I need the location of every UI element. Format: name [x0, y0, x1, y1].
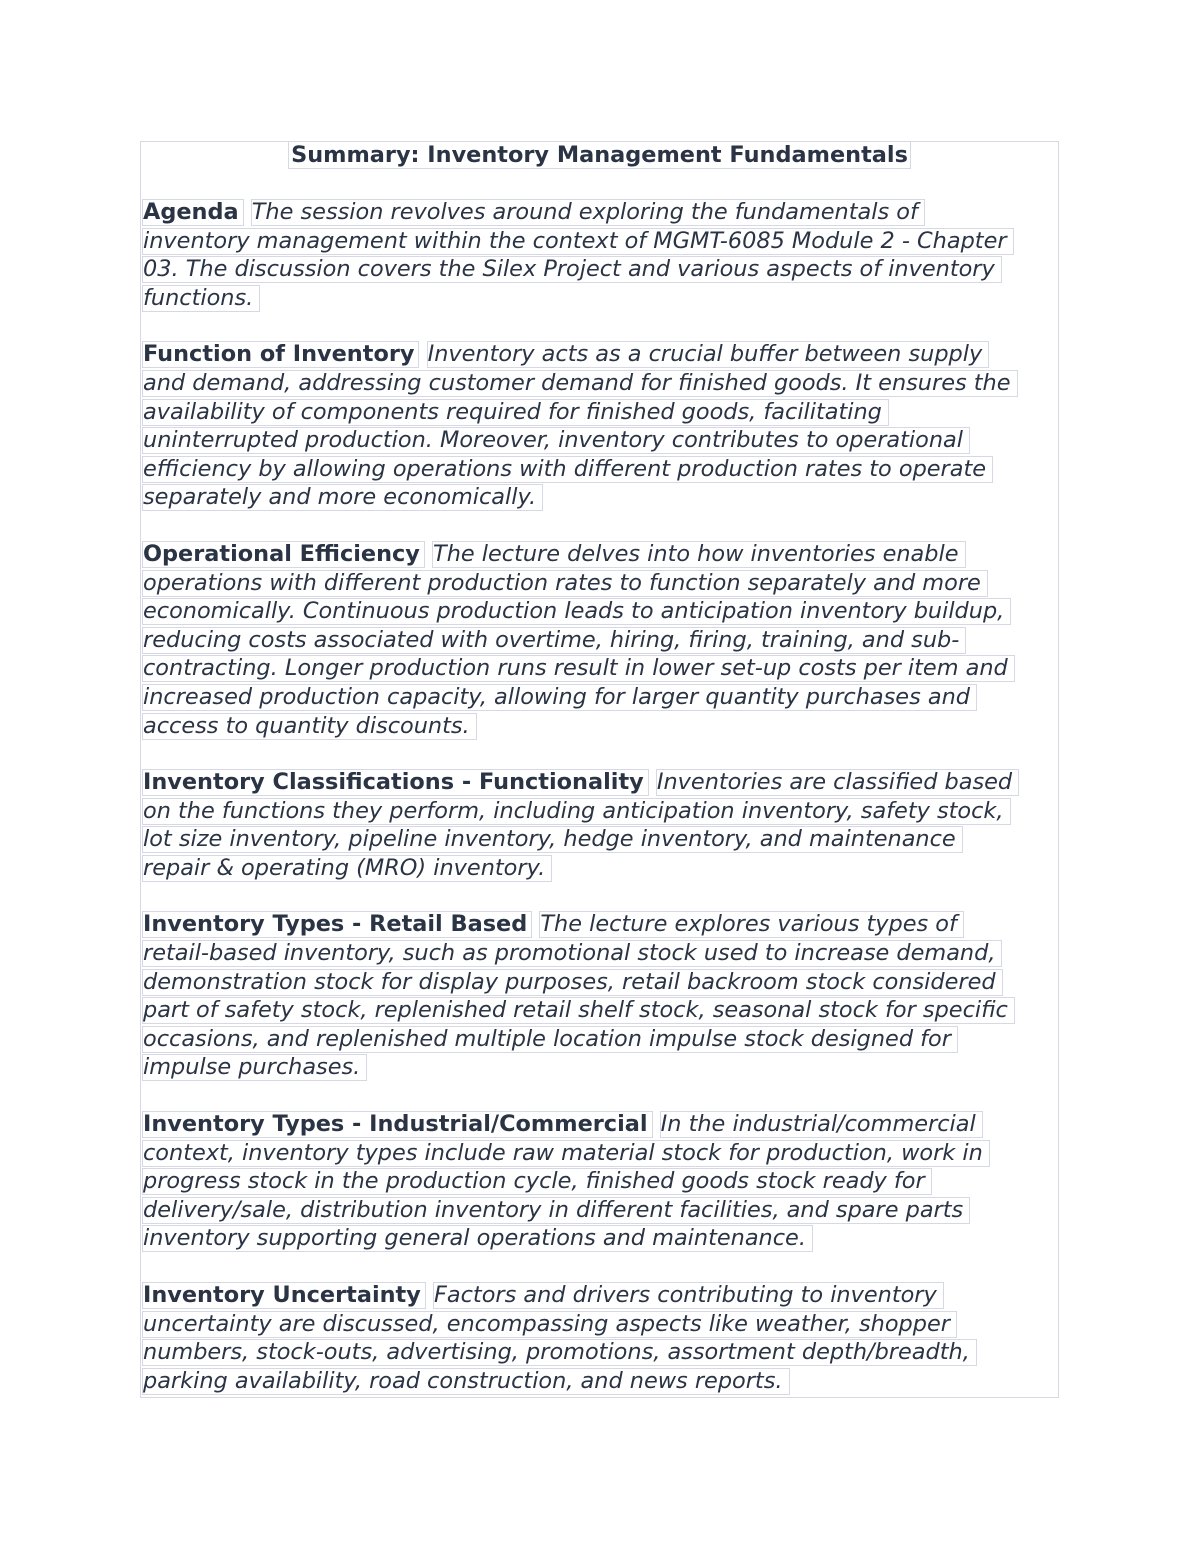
- section-body-line: Inventories are classified based: [656, 769, 1019, 796]
- title-row: [142, 140, 1057, 170]
- section-body-line: retail-based inventory, such as promotional stock used to increase demand,: [142, 940, 1002, 967]
- section-body-line: occasions, and replenished multiple location impulse stock designed for: [142, 1026, 958, 1053]
- section-body-line: delivery/sale, distribution inventory in different facilities, and spare parts: [142, 1197, 970, 1224]
- text-line: [142, 654, 1057, 683]
- section-body-line: repair & operating (MRO) inventory.: [142, 855, 552, 882]
- section-body-line: The lecture delves into how inventories enable: [432, 541, 965, 568]
- section-heading: Inventory Types - Retail Based: [142, 911, 532, 938]
- section-body-line: context, inventory types include raw material stock for production, work in: [142, 1140, 990, 1167]
- section-body-line: functions.: [142, 285, 260, 312]
- section-body-line: demonstration stock for display purposes, retail backroom stock considered: [142, 969, 1003, 996]
- text-line: [142, 939, 1057, 968]
- section-body-line: contracting. Longer production runs result in lower set-up costs per item and: [142, 655, 1015, 682]
- text-line: [142, 340, 1057, 369]
- section-body-line: on the functions they perform, including anticipation inventory, safety stock,: [142, 798, 1011, 825]
- section-body-line: access to quantity discounts.: [142, 713, 477, 740]
- text-line: [142, 1110, 1057, 1139]
- section: [142, 1281, 1057, 1395]
- text-line: [142, 797, 1057, 826]
- text-line: [142, 910, 1057, 939]
- section-body-line: progress stock in the production cycle, finished goods stock ready for: [142, 1168, 932, 1195]
- section-body-line: uninterrupted production. Moreover, inventory contributes to operational: [142, 427, 970, 454]
- text-line: [142, 1367, 1057, 1396]
- section-body-line: In the industrial/commercial: [660, 1111, 983, 1138]
- text-line: [142, 1196, 1057, 1225]
- section-body-line: reducing costs associated with overtime, hiring, firing, training, and sub-: [142, 627, 966, 654]
- section-heading: Function of Inventory: [142, 341, 419, 368]
- section-body-line: and demand, addressing customer demand for finished goods. It ensures the: [142, 370, 1018, 397]
- text-line: [142, 398, 1057, 427]
- text-line: [142, 854, 1057, 883]
- sections-container: [142, 198, 1057, 1395]
- section-body-line: uncertainty are discussed, encompassing aspects like weather, shopper: [142, 1311, 957, 1338]
- text-line: [142, 996, 1057, 1025]
- section-body-line: increased production capacity, allowing for larger quantity purchases and: [142, 684, 977, 711]
- document-body: [142, 140, 1057, 1395]
- section-body-line: operations with different production rates to function separately and more: [142, 570, 988, 597]
- text-line: [142, 712, 1057, 741]
- text-line: [142, 683, 1057, 712]
- section-body-line: efficiency by allowing operations with different production rates to operate: [142, 456, 993, 483]
- section: [142, 1110, 1057, 1253]
- text-line: [142, 825, 1057, 854]
- text-line: [142, 768, 1057, 797]
- section-heading: Agenda: [142, 199, 244, 226]
- text-line: [142, 284, 1057, 313]
- text-line: [142, 1053, 1057, 1082]
- section-heading: Inventory Types - Industrial/Commercial: [142, 1111, 653, 1138]
- section-body-line: Factors and drivers contributing to inventory: [433, 1282, 944, 1309]
- text-line: [142, 1310, 1057, 1339]
- text-line: [142, 1025, 1057, 1054]
- section-heading: Inventory Classifications - Functionality: [142, 769, 649, 796]
- text-line: [142, 426, 1057, 455]
- text-line: [142, 1139, 1057, 1168]
- section: [142, 340, 1057, 512]
- section-heading: Inventory Uncertainty: [142, 1282, 426, 1309]
- section-body-line: economically. Continuous production leads to anticipation inventory buildup,: [142, 598, 1011, 625]
- text-line: [142, 227, 1057, 256]
- section: [142, 198, 1057, 312]
- text-line: [142, 626, 1057, 655]
- section-body-line: lot size inventory, pipeline inventory, hedge inventory, and maintenance: [142, 826, 963, 853]
- section-body-line: separately and more economically.: [142, 484, 543, 511]
- text-line: [142, 968, 1057, 997]
- section-body-line: availability of components required for finished goods, facilitating: [142, 399, 889, 426]
- section-body-line: Inventory acts as a crucial buffer between supply: [427, 341, 990, 368]
- text-line: [142, 483, 1057, 512]
- text-line: [142, 597, 1057, 626]
- text-line: [142, 540, 1057, 569]
- section-body-line: The lecture explores various types of: [539, 911, 964, 938]
- text-line: [142, 455, 1057, 484]
- section-body-line: inventory management within the context of MGMT-6085 Module 2 - Chapter: [142, 228, 1014, 255]
- section-body-line: part of safety stock, replenished retail shelf stock, seasonal stock for specific: [142, 997, 1015, 1024]
- section-body-line: 03. The discussion covers the Silex Project and various aspects of inventory: [142, 256, 1002, 283]
- section-body-line: inventory supporting general operations and maintenance.: [142, 1225, 813, 1252]
- section-body-line: parking availability, road construction, and news reports.: [142, 1368, 790, 1395]
- text-line: [142, 369, 1057, 398]
- section: [142, 910, 1057, 1082]
- section: [142, 540, 1057, 740]
- text-line: [142, 1338, 1057, 1367]
- section-body-line: impulse purchases.: [142, 1054, 367, 1081]
- document-title: Summary: Inventory Management Fundamentals: [288, 141, 911, 169]
- section-body-line: numbers, stock-outs, advertising, promotions, assortment depth/breadth,: [142, 1339, 977, 1366]
- text-line: [142, 198, 1057, 227]
- section: [142, 768, 1057, 882]
- text-line: [142, 255, 1057, 284]
- section-heading: Operational Efficiency: [142, 541, 425, 568]
- section-body-line: The session revolves around exploring the fundamentals of: [251, 199, 925, 226]
- text-line: [142, 569, 1057, 598]
- text-line: [142, 1224, 1057, 1253]
- text-line: [142, 1281, 1057, 1310]
- text-line: [142, 1167, 1057, 1196]
